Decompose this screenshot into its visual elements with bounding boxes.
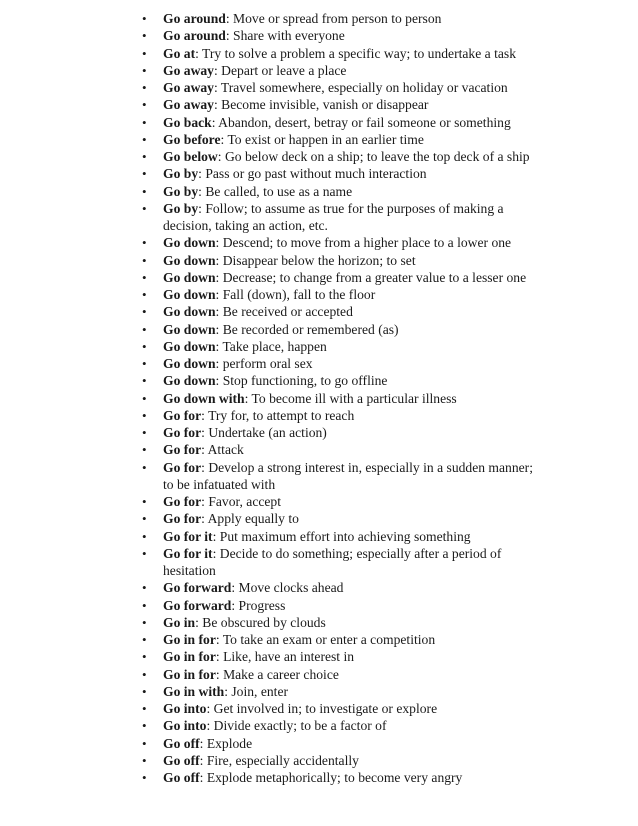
list-item: • Go by: Pass or go past without much interaction [142, 166, 427, 182]
list-item: • Go into: Divide exactly; to be a factor of [142, 718, 387, 734]
bullet-icon: • [142, 407, 147, 423]
phrasal-verb-term: Go for it [163, 545, 213, 561]
phrasal-verb-term: Go in for [163, 649, 216, 665]
bullet-icon: • [142, 287, 147, 302]
phrasal-verb-term: Go into [163, 718, 207, 734]
phrasal-verb-term: Go for [163, 494, 202, 509]
list-item: • Go down: perform oral sex [142, 356, 313, 371]
list-item: • Go for: Try for, to attempt to reach [142, 407, 355, 423]
list-item: • Go at: Try to solve a problem a specific way; to undertake a task [142, 45, 516, 61]
phrasal-verb-definition: Divide exactly; to be a factor of [213, 718, 387, 734]
phrasal-verb-term: Go in [163, 614, 196, 630]
phrasal-verb-term: Go off [163, 770, 200, 785]
bullet-icon: • [142, 683, 147, 699]
bullet-icon: • [142, 580, 147, 596]
phrasal-verb-list [0, 10, 638, 786]
list-item: • Go away: Travel somewhere, especially on holiday or vacation [142, 80, 508, 95]
list-item: • Go back: Abandon, desert, betray or fail someone or something [142, 114, 511, 130]
list-item: • Go for it: Put maximum effort into achieving something [142, 528, 471, 544]
phrasal-verb-term: Go down [163, 356, 216, 371]
list-item: • Go down with: To become ill with a particular illness [142, 390, 457, 406]
phrasal-verb-definition: Stop functioning, to go offline [222, 373, 388, 389]
list-item: • Go in for: To take an exam or enter a competition [142, 632, 436, 647]
phrasal-verb-term: Go by [163, 166, 199, 182]
bullet-icon: • [142, 200, 147, 216]
phrasal-verb-term: Go down [163, 373, 216, 389]
list-item: • Go away: Become invisible, vanish or disappear [142, 97, 429, 113]
phrasal-verb-term: Go by [163, 200, 199, 216]
list-item: • Go off: Explode [142, 735, 253, 751]
phrasal-verb-definition: Progress [238, 597, 286, 613]
bullet-icon: • [142, 666, 147, 682]
bullet-icon: • [142, 80, 147, 95]
phrasal-verb-definition: Fall (down), fall to the floor [222, 287, 376, 302]
phrasal-verb-definition: Be obscured by clouds [202, 614, 326, 630]
phrasal-verb-term: Go down [163, 252, 216, 268]
phrasal-verb-definition: Make a career choice [223, 666, 339, 682]
phrasal-verb-term: Go for [163, 407, 202, 423]
bullet-icon: • [142, 425, 147, 440]
phrasal-verb-definition: Try to solve a problem a specific way; to undertake a task [202, 45, 516, 61]
bullet-icon: • [142, 770, 147, 785]
bullet-icon: • [142, 373, 147, 389]
list-item: • Go down: Be recorded or remembered (as) [142, 321, 399, 337]
phrasal-verb-definition: Like, have an interest in [223, 649, 355, 665]
list-item: • Go forward: Progress [142, 597, 286, 613]
bullet-icon: • [142, 149, 147, 164]
phrasal-verb-term: Go around [163, 28, 226, 44]
phrasal-verb-term: Go in with [163, 683, 225, 699]
bullet-icon: • [142, 28, 147, 44]
bullet-icon: • [142, 97, 147, 113]
bullet-icon: • [142, 45, 147, 61]
phrasal-verb-definition: Favor, accept [208, 494, 282, 509]
phrasal-verb-definition: Fire, especially accidentally [206, 752, 359, 768]
list-item: • Go around: Move or spread from person to person [142, 11, 442, 26]
list-item: • Go in for: Make a career choice [142, 666, 339, 682]
list-item: • Go for: Attack [142, 442, 244, 458]
list-item: • Go for: Favor, accept [142, 494, 282, 509]
bullet-icon: • [142, 356, 147, 371]
bullet-icon: • [142, 701, 147, 716]
phrasal-verb-definition: Develop a strong interest in, especially in a sudden manner; to be infatuated with [163, 459, 533, 492]
phrasal-verb-definition: Abandon, desert, betray or fail someone or something [218, 114, 511, 130]
bullet-icon: • [142, 545, 147, 561]
phrasal-verb-term: Go for [163, 442, 202, 458]
phrasal-verb-term: Go at [163, 45, 196, 61]
bullet-icon: • [142, 494, 147, 509]
phrasal-verb-definition: To become ill with a particular illness [251, 390, 457, 406]
phrasal-verb-definition: Attack [207, 442, 244, 458]
phrasal-verb-term: Go forward [163, 580, 232, 596]
list-item: • Go off: Explode metaphorically; to become very angry [142, 770, 463, 785]
list-item: • Go around: Share with everyone [142, 28, 345, 44]
list-item: • Go in with: Join, enter [142, 683, 289, 699]
phrasal-verb-term: Go down [163, 235, 216, 251]
list-item: • Go for it: Decide to do something; especially after a period of hesitation [142, 545, 502, 578]
bullet-icon: • [142, 166, 147, 182]
bullet-icon: • [142, 528, 147, 544]
phrasal-verb-definition: Explode [206, 735, 253, 751]
phrasal-verb-definition: Move clocks ahead [238, 580, 344, 596]
phrasal-verb-definition: Share with everyone [233, 28, 345, 44]
list-item: • Go down: Stop functioning, to go offline [142, 373, 388, 389]
bullet-icon: • [142, 11, 147, 26]
list-item: • Go for: Develop a strong interest in, especially in a sudden manner; to be infatuated with [142, 459, 533, 492]
phrasal-verb-definition: Decide to do something; especially after a period of hesitation [163, 545, 502, 578]
phrasal-verb-definition: Pass or go past without much interaction [205, 166, 427, 182]
list-item: • Go down: Take place, happen [142, 338, 327, 354]
phrasal-verb-definition: Be called, to use as a name [205, 183, 353, 199]
phrasal-verb-term: Go down [163, 338, 216, 354]
phrasal-verb-term: Go down [163, 269, 216, 285]
list-item: • Go down: Decrease; to change from a greater value to a lesser one [142, 269, 527, 285]
phrasal-verb-definition: Disappear below the horizon; to set [222, 252, 416, 268]
phrasal-verb-definition: perform oral sex [222, 356, 313, 371]
bullet-icon: • [142, 735, 147, 751]
phrasal-verb-definition: To exist or happen in an earlier time [227, 131, 424, 147]
phrasal-verb-definition: Be received or accepted [222, 304, 353, 320]
list-item: • Go down: Be received or accepted [142, 304, 353, 320]
phrasal-verb-term: Go in for [163, 666, 216, 682]
phrasal-verb-term: Go away [163, 80, 214, 95]
phrasal-verb-term: Go for [163, 425, 202, 440]
bullet-icon: • [142, 183, 147, 199]
phrasal-verb-term: Go off [163, 735, 200, 751]
bullet-icon: • [142, 304, 147, 320]
list-item: • Go into: Get involved in; to investigate or explore [142, 701, 438, 716]
phrasal-verb-term: Go below [163, 149, 218, 164]
phrasal-verb-definition: Explode metaphorically; to become very angry [206, 770, 463, 785]
phrasal-verb-term: Go away [163, 62, 214, 78]
bullet-icon: • [142, 131, 147, 147]
bullet-icon: • [142, 632, 147, 647]
bullet-icon: • [142, 321, 147, 337]
bullet-icon: • [142, 459, 147, 475]
phrasal-verb-term: Go back [163, 114, 212, 130]
phrasal-verb-definition: Go below deck on a ship; to leave the top deck of a ship [224, 149, 530, 164]
list-item: • Go before: To exist or happen in an earlier time [142, 131, 424, 147]
bullet-icon: • [142, 442, 147, 458]
phrasal-verb-definition: Move or spread from person to person [233, 11, 442, 26]
phrasal-verb-term: Go for [163, 459, 202, 475]
phrasal-verb-definition: Depart or leave a place [221, 62, 347, 78]
bullet-icon: • [142, 718, 147, 734]
phrasal-verb-term: Go away [163, 97, 214, 113]
list-item: • Go for: Undertake (an action) [142, 425, 327, 440]
phrasal-verb-definition: To take an exam or enter a competition [222, 632, 436, 647]
bullet-icon: • [142, 235, 147, 251]
list-item: • Go off: Fire, especially accidentally [142, 752, 359, 768]
phrasal-verb-definition: Travel somewhere, especially on holiday or vacation [220, 80, 508, 95]
list-item: • Go in for: Like, have an interest in [142, 649, 355, 665]
phrasal-verb-term: Go off [163, 752, 200, 768]
list-item: • Go down: Disappear below the horizon; to set [142, 252, 416, 268]
bullet-icon: • [142, 338, 147, 354]
phrasal-verb-definition: Try for, to attempt to reach [208, 407, 355, 423]
phrasal-verb-definition: Take place, happen [222, 338, 327, 354]
list-item: • Go for: Apply equally to [142, 511, 299, 527]
bullet-icon: • [142, 614, 147, 630]
phrasal-verb-term: Go before [163, 131, 221, 147]
bullet-icon: • [142, 252, 147, 268]
bullet-icon: • [142, 114, 147, 130]
phrasal-verb-definition: Be recorded or remembered (as) [222, 321, 399, 337]
phrasal-verb-definition: Put maximum effort into achieving something [219, 528, 471, 544]
phrasal-verb-term: Go around [163, 11, 226, 26]
phrasal-verb-term: Go for it [163, 528, 213, 544]
bullet-icon: • [142, 62, 147, 78]
bullet-icon: • [142, 597, 147, 613]
list-item: • Go away: Depart or leave a place [142, 62, 347, 78]
phrasal-verb-term: Go down [163, 304, 216, 320]
list-item: • Go forward: Move clocks ahead [142, 580, 344, 596]
phrasal-verb-term: Go by [163, 183, 199, 199]
list-item: • Go in: Be obscured by clouds [142, 614, 326, 630]
bullet-icon: • [142, 752, 147, 768]
list-item: • Go by: Follow; to assume as true for the purposes of making a decision, taking an action, etc. [142, 200, 504, 233]
bullet-icon: • [142, 511, 147, 527]
phrasal-verb-definition: Become invisible, vanish or disappear [221, 97, 429, 113]
phrasal-verb-definition: Undertake (an action) [208, 425, 327, 440]
phrasal-verb-term: Go down [163, 287, 216, 302]
bullet-icon: • [142, 269, 147, 285]
bullet-icon: • [142, 390, 147, 406]
list-item: • Go by: Be called, to use as a name [142, 183, 353, 199]
list-item: • Go below: Go below deck on a ship; to leave the top deck of a ship [142, 149, 530, 164]
phrasal-verb-term: Go into [163, 701, 207, 716]
phrasal-verb-term: Go for [163, 511, 202, 527]
phrasal-verb-definition: Apply equally to [207, 511, 299, 527]
phrasal-verb-definition: Join, enter [231, 683, 289, 699]
phrasal-verb-term: Go in for [163, 632, 216, 647]
phrasal-verb-definition: Get involved in; to investigate or explore [213, 701, 438, 716]
phrasal-verb-term: Go down with [163, 390, 245, 406]
phrasal-verb-term: Go down [163, 321, 216, 337]
list-item: • Go down: Descend; to move from a higher place to a lower one [142, 235, 512, 251]
phrasal-verb-term: Go forward [163, 597, 232, 613]
list-item: • Go down: Fall (down), fall to the floor [142, 287, 376, 302]
phrasal-verb-definition: Follow; to assume as true for the purposes of making a decision, taking an action, etc. [163, 200, 504, 233]
bullet-icon: • [142, 649, 147, 665]
phrasal-verb-definition: Descend; to move from a higher place to a lower one [222, 235, 512, 251]
phrasal-verb-definition: Decrease; to change from a greater value to a lesser one [222, 269, 527, 285]
